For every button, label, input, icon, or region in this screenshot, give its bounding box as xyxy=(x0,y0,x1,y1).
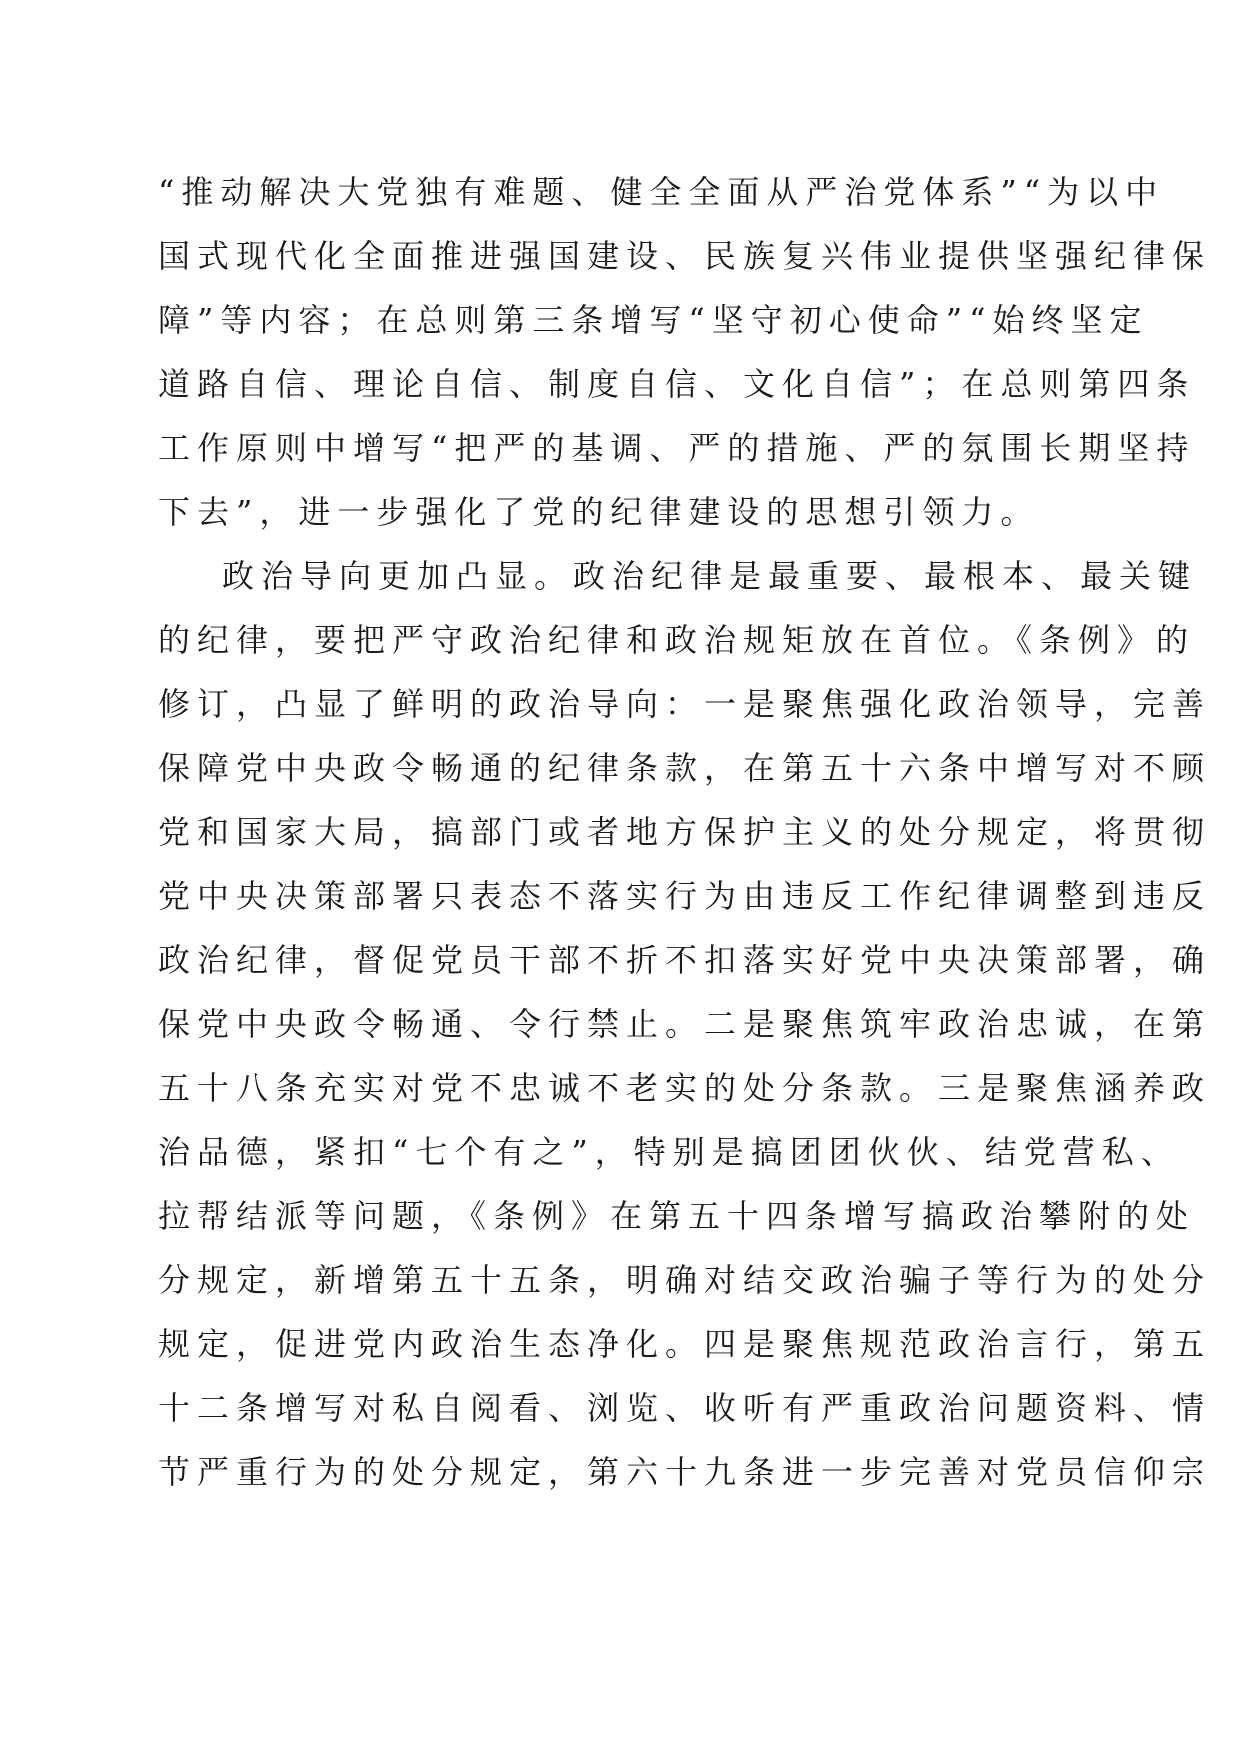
text-line: 保党中央政令畅通、令行禁止。二是聚焦筑牢政治忠诚，在第 xyxy=(158,1005,1212,1043)
text-line: 保障党中央政令畅通的纪律条款，在第五十六条中增写对不顾 xyxy=(158,749,1212,787)
text-line: “推动解决大党独有难题、健全全面从严治党体系”“为以中 xyxy=(158,173,1165,211)
text-line: 党中央决策部署只表态不落实行为由违反工作纪律调整到违反 xyxy=(158,877,1212,915)
text-line: 工作原则中增写“把严的基调、严的措施、严的氛围长期坚持 xyxy=(158,429,1196,467)
paragraph-start-line: 政治导向更加凸显。政治纪律是最重要、最根本、最关键 xyxy=(222,557,1198,595)
text-line: 政治纪律，督促党员干部不折不扣落实好党中央决策部署，确 xyxy=(158,941,1212,979)
text-line: 的纪律，要把严守政治纪律和政治规矩放在首位。《条例》的 xyxy=(158,621,1196,659)
text-line: 修订，凸显了鲜明的政治导向：一是聚焦强化政治领导，完善 xyxy=(158,685,1212,723)
text-line: 规定，促进党内政治生态净化。四是聚焦规范政治言行，第五 xyxy=(158,1325,1212,1363)
text-line: 节严重行为的处分规定，第六十九条进一步完善对党员信仰宗 xyxy=(158,1453,1212,1491)
text-line: 障”等内容；在总则第三条增写“坚守初心使命”“始终坚定 xyxy=(158,301,1149,339)
text-line: 五十八条充实对党不忠诚不老实的处分条款。三是聚焦涵养政 xyxy=(158,1069,1212,1107)
text-line: 十二条增写对私自阅看、浏览、收听有严重政治问题资料、情 xyxy=(158,1389,1212,1427)
text-line: 治品德，紧扣“七个有之”，特别是搞团团伙伙、结党营私、 xyxy=(158,1133,1180,1171)
text-line: 国式现代化全面推进强国建设、民族复兴伟业提供坚强纪律保 xyxy=(158,237,1212,275)
text-line: 拉帮结派等问题，《条例》在第五十四条增写搞政治攀附的处 xyxy=(158,1197,1196,1235)
text-line: 党和国家大局，搞部门或者地方保护主义的处分规定，将贯彻 xyxy=(158,813,1212,851)
text-line: 道路自信、理论自信、制度自信、文化自信”；在总则第四条 xyxy=(158,365,1196,403)
text-line: 下去”，进一步强化了党的纪律建设的思想引领力。 xyxy=(158,493,1040,531)
text-line: 分规定，新增第五十五条，明确对结交政治骗子等行为的处分 xyxy=(158,1261,1212,1299)
